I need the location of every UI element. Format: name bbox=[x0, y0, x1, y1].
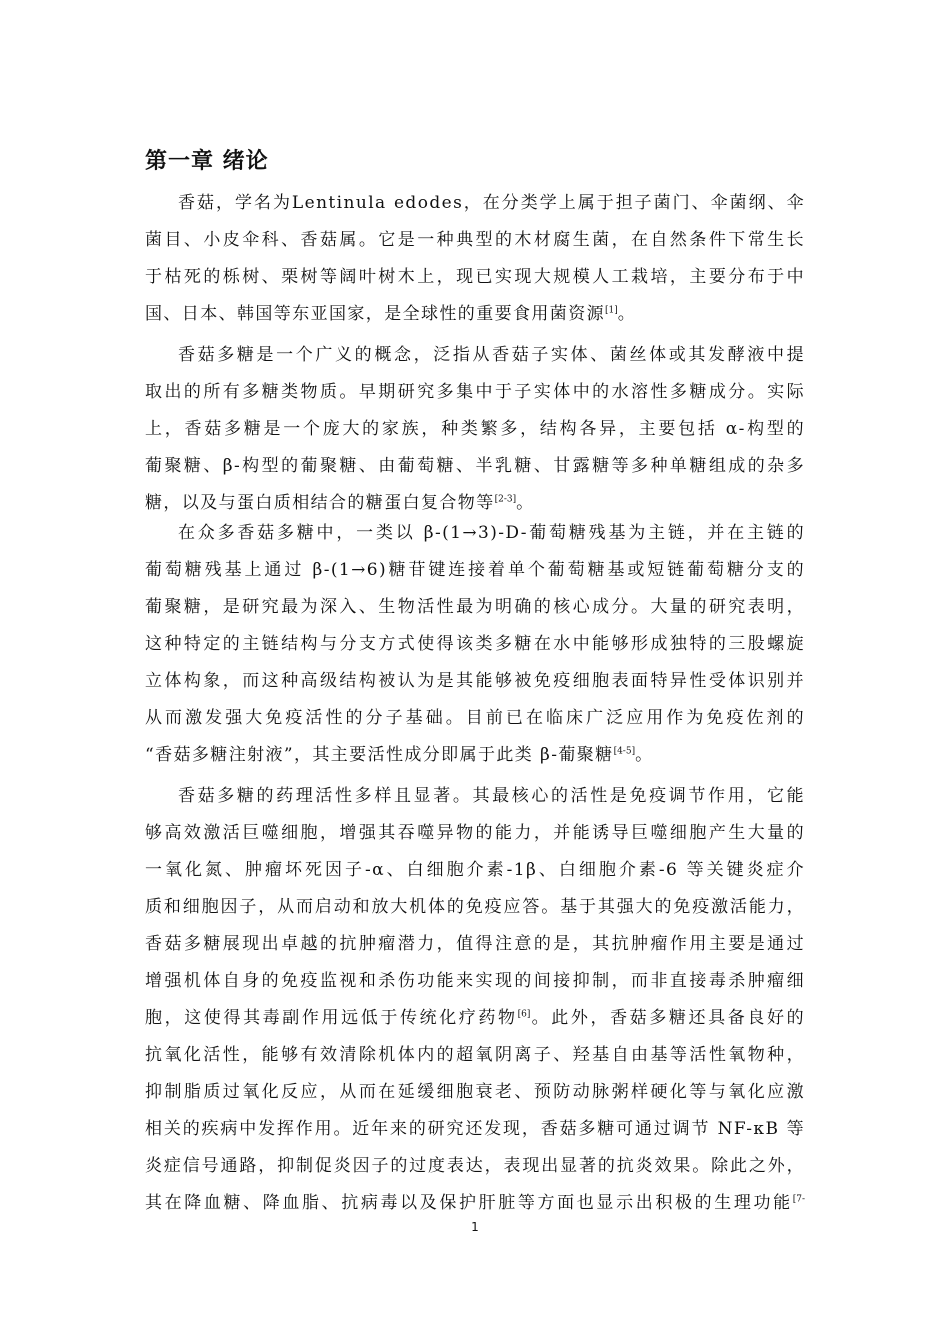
citation-ref: [4-5] bbox=[613, 746, 636, 757]
text-line bbox=[145, 669, 805, 693]
text-line bbox=[145, 265, 805, 289]
text-line bbox=[178, 191, 805, 215]
text-line bbox=[145, 595, 805, 619]
text-line bbox=[145, 454, 805, 478]
text-line bbox=[145, 632, 805, 656]
line-text: 国、日本、韩国等东亚国家，是全球性的重要食用菌资源 bbox=[145, 304, 605, 324]
text-line bbox=[145, 895, 805, 919]
line-tail: 。 bbox=[635, 745, 654, 765]
line-text: 一氧化氮、肿瘤坏死因子-α、白细胞介素-1β、白细胞介素-6 等关键炎症介 bbox=[145, 860, 805, 880]
text-line bbox=[145, 706, 805, 730]
page-number: 1 bbox=[471, 1220, 479, 1234]
text-line bbox=[145, 1006, 805, 1030]
text-line bbox=[145, 1117, 805, 1141]
line-tail: 。 bbox=[617, 304, 637, 324]
line-text: 菌目、小皮伞科、香菇属。它是一种典型的木材腐生菌，在自然条件下常生长 bbox=[145, 230, 805, 250]
chapter-title: 第一章 绪论 bbox=[145, 149, 269, 174]
line-text: 质和细胞因子，从而启动和放大机体的免疫应答。基于其强大的免疫激活能力， bbox=[145, 897, 805, 917]
text-line bbox=[145, 1080, 805, 1104]
text-line bbox=[145, 302, 805, 326]
line-tail: 。此外，香菇多糖还具备良好的 bbox=[530, 1008, 805, 1028]
line-text: 于枯死的栎树、栗树等阔叶树木上，现已实现大规模人工栽培，主要分布于中 bbox=[145, 267, 805, 287]
text-line bbox=[145, 417, 805, 441]
line-text: 糖，以及与蛋白质相结合的糖蛋白复合物等 bbox=[145, 493, 495, 513]
text-line bbox=[145, 858, 805, 882]
line-text: 葡萄糖残基上通过 β-(1→6)糖苷键连接着单个葡萄糖基或短链葡萄糖分支的 bbox=[145, 560, 805, 580]
line-text: “香菇多糖注射液”，其主要活性成分即属于此类 β-葡聚糖 bbox=[145, 745, 614, 765]
line-text: 够高效激活巨噬细胞，增强其吞噬异物的能力，并能诱导巨噬细胞产生大量的 bbox=[145, 823, 805, 843]
line-text: 香菇，学名为Lentinula edodes，在分类学上属于担子菌门、伞菌纲、伞 bbox=[178, 193, 805, 213]
text-line bbox=[178, 784, 805, 808]
citation-ref: [6] bbox=[517, 1009, 531, 1020]
line-text: 在众多香菇多糖中，一类以 β-(1→3)-D-葡萄糖残基为主链，并在主链的 bbox=[178, 523, 805, 543]
line-text: 胞，这使得其毒副作用远低于传统化疗药物 bbox=[145, 1008, 518, 1028]
text-line bbox=[145, 932, 805, 956]
line-text: 其在降血糖、降血脂、抗病毒以及保护肝脏等方面也显示出积极的生理功能 bbox=[145, 1193, 793, 1213]
text-line bbox=[178, 521, 805, 545]
line-text: 葡聚糖，是研究最为深入、生物活性最为明确的核心成分。大量的研究表明， bbox=[145, 597, 805, 617]
line-text: 葡聚糖、β-构型的葡聚糖、由葡萄糖、半乳糖、甘露糖等多种单糖组成的杂多 bbox=[145, 456, 805, 476]
line-text: 相关的疾病中发挥作用。近年来的研究还发现，香菇多糖可通过调节 NF-κB 等 bbox=[145, 1119, 805, 1139]
line-text: 香菇多糖是一个广义的概念，泛指从香菇子实体、菌丝体或其发酵液中提 bbox=[178, 345, 805, 365]
line-text: 这种特定的主链结构与分支方式使得该类多糖在水中能够形成独特的三股螺旋 bbox=[145, 634, 805, 654]
citation-ref: [2-3] bbox=[494, 494, 517, 505]
line-text: 香菇多糖展现出卓越的抗肿瘤潜力，值得注意的是，其抗肿瘤作用主要是通过 bbox=[145, 934, 805, 954]
line-text: 炎症信号通路，抑制促炎因子的过度表达，表现出显著的抗炎效果。除此之外， bbox=[145, 1156, 805, 1176]
text-line bbox=[145, 1154, 805, 1178]
line-text: 增强机体自身的免疫监视和杀伤功能来实现的间接抑制，而非直接毒杀肿瘤细 bbox=[145, 971, 805, 991]
line-text: 香菇多糖的药理活性多样且显著。其最核心的活性是免疫调节作用，它能 bbox=[178, 786, 805, 806]
text-line bbox=[145, 821, 805, 845]
line-text: 从而激发强大免疫活性的分子基础。目前已在临床广泛应用作为免疫佐剂的 bbox=[145, 708, 805, 728]
line-text: 抑制脂质过氧化反应，从而在延缓细胞衰老、预防动脉粥样硬化等与氧化应激 bbox=[145, 1082, 805, 1102]
line-text: 取出的所有多糖类物质。早期研究多集中于子实体中的水溶性多糖成分。实际 bbox=[145, 382, 805, 402]
line-text: 上，香菇多糖是一个庞大的家族，种类繁多，结构各异，主要包括 α-构型的 bbox=[145, 419, 805, 439]
text-line bbox=[145, 228, 805, 252]
citation-ref: [7- bbox=[792, 1194, 805, 1205]
text-line bbox=[178, 343, 805, 367]
text-line bbox=[145, 491, 805, 515]
text-line bbox=[145, 380, 805, 404]
citation-ref: [1] bbox=[605, 305, 618, 316]
line-text: 立体构象，而这种高级结构被认为是其能够被免疫细胞表面特异性受体识别并 bbox=[145, 671, 805, 691]
text-line bbox=[145, 969, 805, 993]
text-line bbox=[145, 558, 805, 582]
text-line bbox=[145, 1191, 805, 1215]
line-tail: 。 bbox=[516, 493, 535, 513]
text-line bbox=[145, 1043, 805, 1067]
line-text: 抗氧化活性，能够有效清除机体内的超氧阴离子、羟基自由基等活性氧物种， bbox=[145, 1045, 805, 1065]
text-line bbox=[145, 743, 805, 767]
